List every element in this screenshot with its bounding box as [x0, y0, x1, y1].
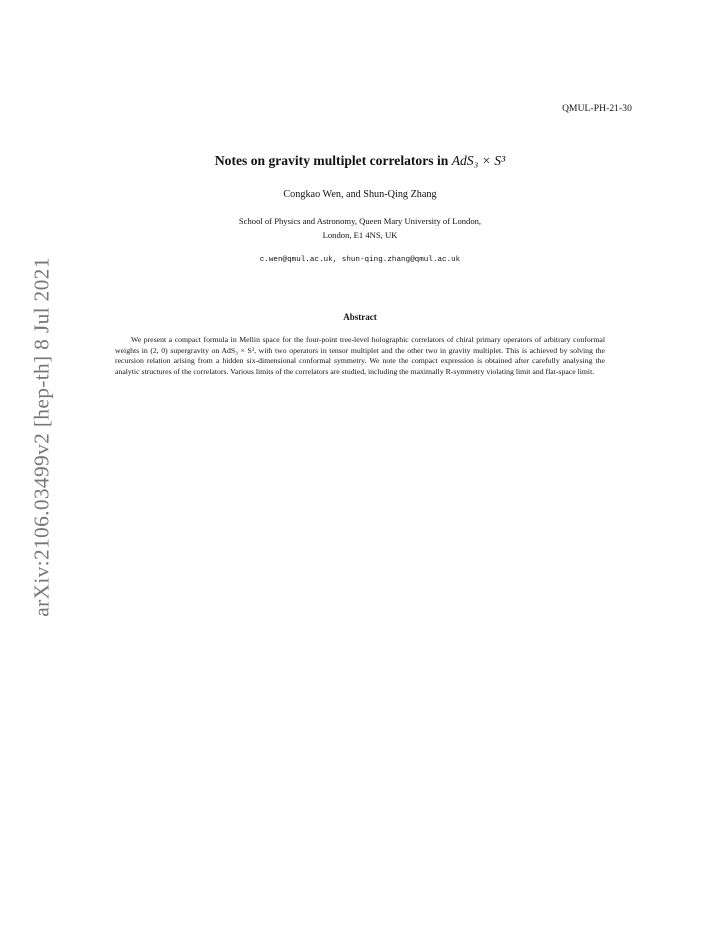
author-list: Congkao Wen, and Shun-Qing Zhang [283, 189, 437, 200]
abstract-body: We present a compact formula in Mellin space for the four-point tree-level holographic correlators of chiral primary operators of arbitrary conformal weights in (2, 0) supergravity on AdS₃ × S³, with two operators in tensor multiplet and the other two in gravity multiplet. This is achieved by solving the recursion relation arising from a hidden six-dimensional conformal symmetry. We note the compact expression is obtained after carefully analysing the analytic structures of the correlators. Various limits of the correlators are studied, including the maximally R-symmetry violating limit and flat-space limit. [115, 335, 605, 376]
affiliation-line-2: London, E1 4NS, UK [322, 230, 398, 240]
abstract-heading: Abstract [343, 312, 377, 322]
affiliation [0, 214, 720, 242]
arxiv-identifier-stamp: arXiv:2106.03499v2 [hep-th] 8 Jul 2021 [29, 257, 54, 617]
paper-title [0, 153, 720, 169]
paper-title-math: AdS₃ × S³ [451, 153, 506, 168]
author-emails: c.wen@qmul.ac.uk, shun-qing.zhang@qmul.ac.uk [259, 256, 461, 264]
report-number: QMUL-PH-21-30 [562, 104, 632, 114]
affiliation-line-1: School of Physics and Astronomy, Queen Mary University of London, [238, 216, 482, 226]
paper-title-text: Notes on gravity multiplet correlators in [214, 153, 452, 168]
